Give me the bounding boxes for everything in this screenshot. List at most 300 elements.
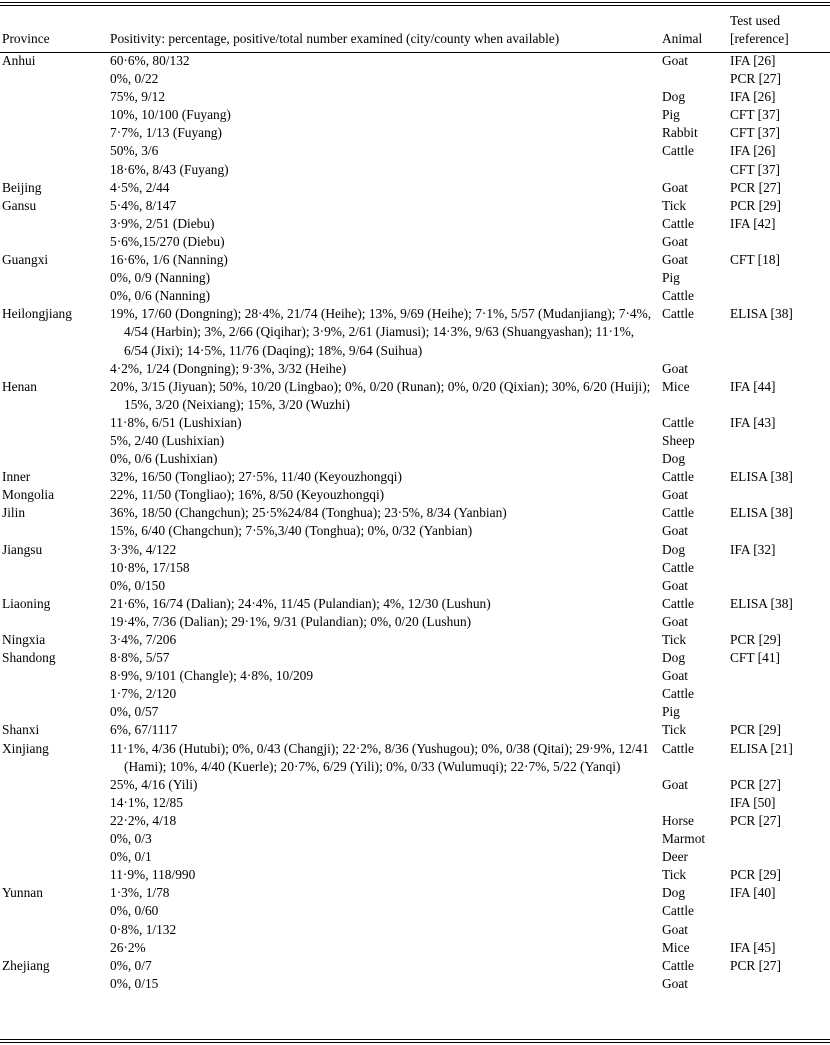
cell-animal: Dog [662, 650, 686, 666]
table-row [0, 848, 830, 866]
cell-test: IFA [43] [730, 414, 776, 430]
cell-animal: Rabbit [662, 125, 698, 141]
bottom-rule-2 [0, 1042, 830, 1043]
table-row [0, 631, 830, 649]
cell-test: ELISA [38] [730, 595, 793, 611]
cell-province [0, 830, 108, 848]
cell-animal: Dog [662, 885, 686, 901]
cell-positivity [108, 921, 660, 939]
cell-province: Xinjiang [2, 740, 49, 756]
cell-positivity [108, 70, 660, 88]
cell-test: IFA [50] [730, 794, 776, 810]
positivity-text: 5%, 2/40 (Lushixian) [110, 432, 225, 448]
cell-animal: Tick [662, 197, 687, 213]
cell-test [728, 685, 830, 703]
cell-positivity [108, 794, 660, 812]
cell-test [728, 848, 830, 866]
header-positivity: Positivity: percentage, positive/total number examined (city/county when available) [110, 30, 560, 46]
positivity-text: 36%, 18/50 (Changchun); 25·5%24/84 (Tonghua); 23·5%, 8/34 (Yanbian) [110, 505, 507, 521]
positivity-text: 0%, 0/150 [110, 577, 166, 593]
cell-province: Shandong [2, 650, 56, 666]
cell-animal: Cattle [662, 215, 694, 231]
table-row [0, 921, 830, 939]
cell-positivity [108, 522, 660, 540]
cell-positivity [108, 577, 660, 595]
header-test [728, 6, 830, 52]
positivity-text: 8·8%, 5/57 [110, 650, 170, 666]
cell-animal: Goat [662, 975, 689, 991]
cell-test: ELISA [38] [730, 505, 793, 521]
positivity-text: 7·7%, 1/13 (Fuyang) [110, 125, 222, 141]
positivity-text: 1·7%, 2/120 [110, 686, 177, 702]
cell-province [0, 559, 108, 577]
cell-province [0, 866, 108, 884]
header-test-line2: [reference] [730, 30, 789, 46]
cell-animal: Pig [662, 270, 680, 286]
table-row [0, 504, 830, 522]
header-rule [0, 52, 830, 53]
positivity-text: 32%, 16/50 (Tongliao); 27·5%, 11/40 (Keyouzhongqi) [110, 469, 402, 485]
cell-animal: Mice [662, 378, 690, 394]
cell-animal: Cattle [662, 957, 694, 973]
header-animal: Animal [662, 30, 703, 46]
positivity-text: 8·9%, 9/101 (Changle); 4·8%, 10/209 [110, 668, 314, 684]
positivity-text: 14·1%, 12/85 [110, 794, 183, 810]
table-row [0, 703, 830, 721]
cell-animal: Goat [662, 613, 689, 629]
cell-test: CFT [37] [730, 161, 780, 177]
cell-province [0, 522, 108, 540]
positivity-text: 16·6%, 1/6 (Nanning) [110, 252, 228, 268]
cell-positivity [108, 830, 660, 848]
cell-animal: Horse [662, 812, 694, 828]
cell-positivity [108, 161, 660, 179]
cell-province [0, 613, 108, 631]
cell-test: CFT [37] [730, 125, 780, 141]
top-rule-1 [0, 2, 830, 3]
cell-test [728, 975, 830, 993]
table-row [0, 740, 830, 776]
cell-positivity [108, 468, 660, 486]
cell-animal: Pig [662, 107, 680, 123]
table-row [0, 975, 830, 993]
cell-animal: Dog [662, 541, 686, 557]
positivity-text: 11·1%, 4/36 (Hutubi); 0%, 0/43 (Changji); 22·2%, 8/36 (Yushugou); 0%, 0/38 (Qitai); 29·9%, 12/41 (Hami); 10%, 4/40 (Kuerle); 20·7%, 6/29 (Yili); 0%, 0/33 (Wulumuqi); 22·7%, 5/22 (Yanqi) [110, 740, 649, 774]
cell-positivity [108, 776, 660, 794]
table-row [0, 939, 830, 957]
cell-province: Liaoning [2, 595, 51, 611]
cell-positivity [108, 685, 660, 703]
cell-positivity [108, 975, 660, 993]
table-row [0, 522, 830, 540]
cell-animal: Tick [662, 632, 687, 647]
cell-animal: Cattle [662, 903, 694, 919]
cell-province [0, 667, 108, 685]
cell-animal: Pig [662, 704, 680, 720]
table-row [0, 794, 830, 812]
cell-province [0, 776, 108, 794]
table-row [0, 432, 830, 450]
positivity-text: 19·4%, 7/36 (Dalian); 29·1%, 9/31 (Pulandian); 0%, 0/20 (Lushun) [110, 613, 472, 629]
cell-test: IFA [42] [730, 215, 776, 231]
positivity-text: 0%, 0/57 [110, 704, 159, 720]
cell-positivity [108, 269, 660, 287]
cell-animal: Goat [662, 921, 689, 937]
positivity-text: 10%, 10/100 (Fuyang) [110, 107, 231, 123]
cell-test [728, 667, 830, 685]
cell-positivity [108, 595, 660, 613]
table-row [0, 197, 830, 215]
cell-animal [660, 161, 728, 179]
cell-test [728, 830, 830, 848]
table-row [0, 776, 830, 794]
bottom-rule-1 [0, 1039, 830, 1040]
cell-province [0, 902, 108, 920]
table-row [0, 830, 830, 848]
cell-animal [660, 70, 728, 88]
table-row [0, 812, 830, 830]
positivity-text: 20%, 3/15 (Jiyuan); 50%, 10/20 (Lingbao); 0%, 0/20 (Runan); 0%, 0/20 (Qixian); 30%, 6/20 (Huiji); 15%, 3/20 (Neixiang); 15%, 3/20 (Wuzhi) [110, 378, 651, 412]
table-row [0, 559, 830, 577]
cell-positivity [108, 179, 660, 197]
positivity-text: 18·6%, 8/43 (Fuyang) [110, 161, 229, 177]
table-row [0, 957, 830, 975]
positivity-text: 25%, 4/16 (Yili) [110, 776, 198, 792]
cell-positivity [108, 667, 660, 685]
cell-animal: Cattle [662, 505, 694, 521]
cell-animal: Goat [662, 487, 689, 503]
positivity-text: 0%, 0/3 [110, 831, 152, 847]
header-test-line1: Test used [730, 12, 781, 28]
cell-test: PCR [27] [730, 71, 781, 87]
cell-test: CFT [37] [730, 107, 780, 123]
cell-positivity [108, 233, 660, 251]
positivity-text: 0%, 0/7 [110, 957, 152, 973]
cell-animal: Goat [662, 53, 689, 68]
cell-animal: Goat [662, 577, 689, 593]
table-row [0, 468, 830, 486]
cell-positivity [108, 721, 660, 739]
positivity-text: 5·4%, 8/147 [110, 197, 177, 213]
cell-test [728, 559, 830, 577]
positivity-text: 3·4%, 7/206 [110, 632, 177, 647]
table-row [0, 269, 830, 287]
cell-positivity [108, 866, 660, 884]
cell-province: Ningxia [2, 632, 46, 647]
cell-positivity [108, 559, 660, 577]
table-row [0, 70, 830, 88]
cell-positivity [108, 957, 660, 975]
cell-province [0, 287, 108, 305]
table-row [0, 106, 830, 124]
cell-test: PCR [29] [730, 632, 781, 647]
cell-test: PCR [29] [730, 867, 781, 883]
cell-animal: Marmot [662, 831, 706, 847]
table-row [0, 142, 830, 160]
cell-province [0, 921, 108, 939]
positivity-text: 0%, 0/15 [110, 975, 159, 991]
cell-province [0, 233, 108, 251]
table-row [0, 884, 830, 902]
positivity-text: 0%, 0/6 (Nanning) [110, 288, 211, 304]
cell-animal: Deer [662, 849, 689, 865]
cell-test [728, 577, 830, 595]
cell-test [728, 613, 830, 631]
cell-animal: Sheep [662, 432, 695, 448]
cell-positivity [108, 251, 660, 269]
cell-province [0, 685, 108, 703]
cell-test [728, 486, 830, 504]
table-row [0, 685, 830, 703]
positivity-text: 3·9%, 2/51 (Diebu) [110, 215, 215, 231]
positivity-text: 26·2% [110, 939, 146, 955]
table-row [0, 378, 830, 414]
table-row [0, 251, 830, 269]
cell-test: IFA [26] [730, 53, 776, 68]
cell-test [728, 432, 830, 450]
positivity-text: 10·8%, 17/158 [110, 559, 190, 575]
positivity-text: 0·8%, 1/132 [110, 921, 177, 937]
table-row [0, 595, 830, 613]
table-row [0, 161, 830, 179]
cell-test: IFA [45] [730, 939, 776, 955]
cell-positivity [108, 432, 660, 450]
cell-test: PCR [27] [730, 957, 781, 973]
cell-animal: Dog [662, 451, 686, 467]
table-row [0, 305, 830, 359]
cell-province [0, 450, 108, 468]
cell-animal: Cattle [662, 595, 694, 611]
cell-province [0, 360, 108, 378]
cell-animal: Cattle [662, 288, 694, 304]
cell-animal: Goat [662, 179, 689, 195]
cell-test [728, 921, 830, 939]
cell-positivity [108, 939, 660, 957]
cell-test: PCR [27] [730, 179, 781, 195]
cell-province [0, 215, 108, 233]
cell-province [0, 70, 108, 88]
cell-province: Inner [2, 469, 31, 485]
cell-province [0, 703, 108, 721]
positivity-text: 0%, 0/1 [110, 849, 152, 865]
cell-test [728, 360, 830, 378]
cell-positivity [108, 613, 660, 631]
cell-test: ELISA [21] [730, 740, 793, 756]
cell-test [728, 902, 830, 920]
cell-test [728, 269, 830, 287]
cell-province: Mongolia [2, 487, 55, 503]
cell-positivity [108, 360, 660, 378]
cell-positivity [108, 197, 660, 215]
cell-positivity [108, 88, 660, 106]
cell-province [0, 414, 108, 432]
positivity-text: 4·2%, 1/24 (Dongning); 9·3%, 3/32 (Heihe) [110, 360, 347, 376]
table-row [0, 902, 830, 920]
cell-animal: Goat [662, 233, 689, 249]
cell-positivity [108, 884, 660, 902]
cell-province [0, 939, 108, 957]
positivity-text: 0%, 0/22 [110, 71, 159, 87]
table-row [0, 215, 830, 233]
cell-test [728, 703, 830, 721]
table-row [0, 866, 830, 884]
cell-animal: Cattle [662, 469, 694, 485]
table-row [0, 179, 830, 197]
cell-animal: Goat [662, 360, 689, 376]
positivity-text: 4·5%, 2/44 [110, 179, 170, 195]
positivity-text: 50%, 3/6 [110, 143, 159, 159]
cell-positivity [108, 124, 660, 142]
table-row [0, 613, 830, 631]
cell-positivity [108, 902, 660, 920]
positivity-text: 11·9%, 118/990 [110, 867, 196, 883]
cell-positivity [108, 504, 660, 522]
table-row [0, 649, 830, 667]
cell-province [0, 812, 108, 830]
positivity-table [0, 6, 830, 993]
cell-province: Heilongjiang [2, 306, 72, 322]
table-row [0, 233, 830, 251]
cell-province [0, 577, 108, 595]
cell-test [728, 522, 830, 540]
table-row [0, 414, 830, 432]
cell-test: CFT [18] [730, 252, 780, 268]
cell-province [0, 975, 108, 993]
positivity-text: 21·6%, 16/74 (Dalian); 24·4%, 11/45 (Pulandian); 4%, 12/30 (Lushun) [110, 595, 491, 611]
cell-positivity [108, 142, 660, 160]
cell-test: IFA [26] [730, 89, 776, 105]
cell-province [0, 794, 108, 812]
positivity-text: 22%, 11/50 (Tongliao); 16%, 8/50 (Keyouzhongqi) [110, 487, 385, 503]
positivity-text: 1·3%, 1/78 [110, 885, 170, 901]
cell-animal: Cattle [662, 414, 694, 430]
positivity-text: 19%, 17/60 (Dongning); 28·4%, 21/74 (Heihe); 13%, 9/69 (Heihe); 7·1%, 5/57 (Mudanjiang); 7·4%, 4/54 (Harbin); 3%, 2/66 (Qiqihar); 3·9%, 2/61 (Jiamusi); 14·3%, 9/63 (Shuangyashan); 11·1%, 6/54 (Jixi); 14·5%, 11/76 (Daqing); 18%, 9/64 (Suihua) [110, 306, 652, 358]
table-row [0, 287, 830, 305]
cell-test [728, 450, 830, 468]
table-row [0, 721, 830, 739]
cell-animal: Goat [662, 252, 689, 268]
table-row [0, 52, 830, 70]
cell-test: CFT [41] [730, 650, 780, 666]
cell-test: ELISA [38] [730, 469, 793, 485]
cell-positivity [108, 287, 660, 305]
cell-positivity [108, 414, 660, 432]
table-row [0, 577, 830, 595]
cell-province: Jiangsu [2, 541, 43, 557]
cell-test: ELISA [38] [730, 306, 793, 322]
cell-test: PCR [27] [730, 776, 781, 792]
cell-province [0, 432, 108, 450]
table-row [0, 88, 830, 106]
cell-positivity [108, 703, 660, 721]
table-row [0, 450, 830, 468]
cell-test: IFA [26] [730, 143, 776, 159]
cell-positivity [108, 215, 660, 233]
positivity-text: 6%, 67/1117 [110, 722, 178, 738]
cell-positivity [108, 812, 660, 830]
cell-province: Anhui [2, 53, 36, 68]
cell-province [0, 142, 108, 160]
cell-animal: Goat [662, 668, 689, 684]
cell-positivity [108, 649, 660, 667]
cell-province: Zhejiang [2, 957, 50, 973]
cell-animal: Mice [662, 939, 690, 955]
positivity-text: 0%, 0/60 [110, 903, 159, 919]
table-row [0, 360, 830, 378]
cell-province: Guangxi [2, 252, 49, 268]
positivity-text: 5·6%,15/270 (Diebu) [110, 233, 225, 249]
cell-animal: Tick [662, 867, 687, 883]
cell-animal: Cattle [662, 740, 694, 756]
positivity-text: 0%, 0/9 (Nanning) [110, 270, 211, 286]
cell-positivity [108, 305, 660, 359]
cell-province [0, 88, 108, 106]
cell-province: Yunnan [2, 885, 43, 901]
cell-test [728, 233, 830, 251]
cell-province: Beijing [2, 179, 42, 195]
positivity-text: 15%, 6/40 (Changchun); 7·5%,3/40 (Tonghua); 0%, 0/32 (Yanbian) [110, 523, 473, 539]
positivity-text: 22·2%, 4/18 [110, 812, 177, 828]
positivity-text: 3·3%, 4/122 [110, 541, 177, 557]
positivity-text: 0%, 0/6 (Lushixian) [110, 451, 218, 467]
cell-test: IFA [44] [730, 378, 776, 394]
positivity-text: 11·8%, 6/51 (Lushixian) [110, 414, 242, 430]
cell-positivity [108, 740, 660, 776]
cell-province [0, 106, 108, 124]
cell-animal [660, 794, 728, 812]
table-row [0, 124, 830, 142]
cell-test [728, 287, 830, 305]
cell-positivity [108, 450, 660, 468]
cell-province [0, 848, 108, 866]
cell-test: PCR [27] [730, 812, 781, 828]
table-row [0, 541, 830, 559]
cell-animal: Goat [662, 776, 689, 792]
table-body [0, 52, 830, 993]
cell-animal: Tick [662, 722, 687, 738]
cell-province [0, 124, 108, 142]
cell-positivity [108, 106, 660, 124]
cell-positivity [108, 378, 660, 414]
cell-animal: Goat [662, 523, 689, 539]
cell-positivity [108, 631, 660, 649]
cell-animal: Cattle [662, 143, 694, 159]
cell-positivity [108, 848, 660, 866]
table-row [0, 667, 830, 685]
cell-positivity [108, 52, 660, 70]
positivity-text: 60·6%, 80/132 [110, 53, 190, 68]
cell-province: Shanxi [2, 722, 40, 738]
cell-test: IFA [32] [730, 541, 776, 557]
positivity-text: 75%, 9/12 [110, 89, 166, 105]
cell-province: Henan [2, 378, 37, 394]
cell-animal: Cattle [662, 306, 694, 322]
cell-province: Gansu [2, 197, 37, 213]
table-row [0, 486, 830, 504]
cell-animal: Cattle [662, 686, 694, 702]
cell-province: Jilin [2, 505, 26, 521]
cell-animal: Cattle [662, 559, 694, 575]
table-header [0, 6, 830, 52]
cell-positivity [108, 486, 660, 504]
cell-test: IFA [40] [730, 885, 776, 901]
cell-test: PCR [29] [730, 722, 781, 738]
header-province: Province [2, 30, 50, 46]
cell-province [0, 161, 108, 179]
cell-province [0, 269, 108, 287]
cell-animal: Dog [662, 89, 686, 105]
cell-positivity [108, 541, 660, 559]
